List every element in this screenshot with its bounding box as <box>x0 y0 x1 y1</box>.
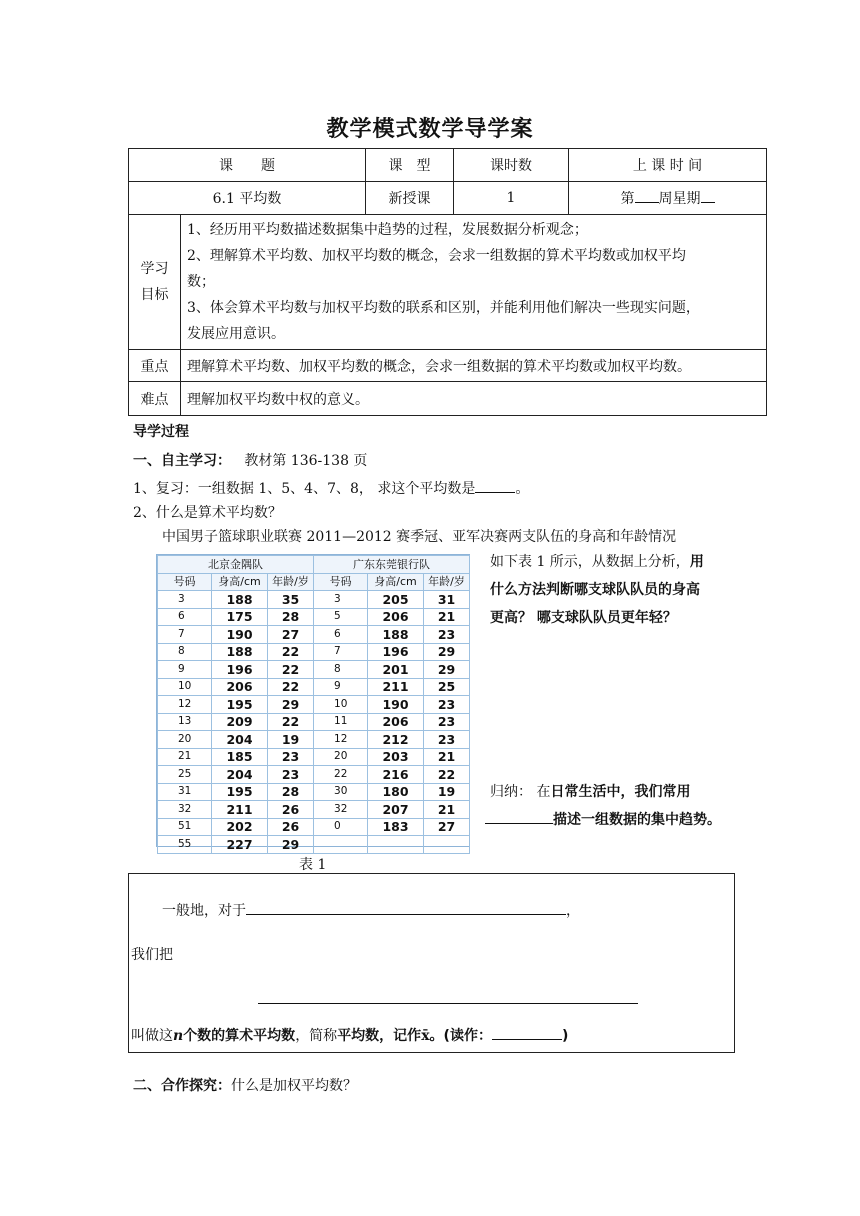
player-age: 29 <box>268 836 314 854</box>
page-title: 教学模式数学导学案 <box>326 117 534 142</box>
player-height: 206 <box>368 608 424 626</box>
player-number: 12 <box>158 696 212 714</box>
col-age: 年龄/岁 <box>424 573 470 591</box>
team-b-name: 广东东莞银行队 <box>314 556 470 574</box>
player-height: 216 <box>368 766 424 784</box>
player-number: 20 <box>158 731 212 749</box>
player-age: 23 <box>268 766 314 784</box>
player-age: 22 <box>268 678 314 696</box>
topic-value: 6.1 平均数 <box>129 182 366 215</box>
player-age: 22 <box>424 766 470 784</box>
player-height: 188 <box>212 591 268 609</box>
table-row <box>158 608 470 626</box>
col-height: 身高/cm <box>212 573 268 591</box>
table-row <box>158 818 470 836</box>
team-a-name: 北京金隅队 <box>158 556 314 574</box>
question-2: 2、什么是算术平均数？ <box>133 505 282 521</box>
header-hours: 课时数 <box>454 149 569 182</box>
player-height: 204 <box>212 766 268 784</box>
player-number: 31 <box>158 783 212 801</box>
col-age: 年龄/岁 <box>268 573 314 591</box>
player-number: 8 <box>158 643 212 661</box>
player-age: 28 <box>268 783 314 801</box>
player-number: 11 <box>314 713 368 731</box>
player-height: 211 <box>212 801 268 819</box>
player-age: 25 <box>424 678 470 696</box>
key-text: 理解算术平均数、加权平均数的概念，会求一组数据的算术平均数或加权平均数。 <box>181 350 767 382</box>
player-number: 6 <box>314 626 368 644</box>
part2-line: 二、合作探究：什么是加权平均数？ <box>133 1078 357 1094</box>
player-height: 175 <box>212 608 268 626</box>
player-age: 35 <box>268 591 314 609</box>
col-number: 号码 <box>314 573 368 591</box>
player-height: 209 <box>212 713 268 731</box>
player-age: 22 <box>268 713 314 731</box>
question-1: 1、复习：一组数据 1、5、4、7、8， 求这个平均数是 。 <box>133 481 530 497</box>
player-height: 201 <box>368 661 424 679</box>
player-height: 188 <box>368 626 424 644</box>
player-number: 0 <box>314 818 368 836</box>
player-number: 6 <box>158 608 212 626</box>
hours-value: 1 <box>454 182 569 215</box>
player-age: 31 <box>424 591 470 609</box>
table-row <box>158 801 470 819</box>
player-height: 195 <box>212 783 268 801</box>
player-age: 29 <box>424 643 470 661</box>
part1-line: 一、自主学习： 教材第 136-138 页 <box>133 453 368 469</box>
player-height: 205 <box>368 591 424 609</box>
difficulty-label: 难点 <box>129 382 181 416</box>
table-row <box>158 643 470 661</box>
player-height: 183 <box>368 818 424 836</box>
player-age: 26 <box>268 801 314 819</box>
player-age: 27 <box>424 818 470 836</box>
player-height <box>368 836 424 854</box>
goal-line: 3、体会算术平均数与加权平均数的联系和区别，并能利用他们解决一些现实问题， <box>187 300 700 316</box>
time-value: 第 周星期 <box>569 182 767 215</box>
header-topic: 课 题 <box>129 149 366 182</box>
difficulty-text: 理解加权平均数中权的意义。 <box>181 382 767 416</box>
player-height: 202 <box>212 818 268 836</box>
player-number: 9 <box>158 661 212 679</box>
player-number: 8 <box>314 661 368 679</box>
player-age: 21 <box>424 801 470 819</box>
table-row <box>158 696 470 714</box>
player-age: 27 <box>268 626 314 644</box>
player-height: 212 <box>368 731 424 749</box>
player-age: 29 <box>268 696 314 714</box>
goals-text <box>181 215 767 350</box>
player-height: 196 <box>212 661 268 679</box>
player-number: 13 <box>158 713 212 731</box>
col-height: 身高/cm <box>368 573 424 591</box>
player-number: 7 <box>314 643 368 661</box>
goal-line: 数； <box>187 274 215 290</box>
goals-label: 学习 目标 <box>129 215 181 350</box>
player-height: 190 <box>368 696 424 714</box>
player-height: 180 <box>368 783 424 801</box>
header-time: 上 课 时 间 <box>569 149 767 182</box>
intro-text: 中国男子篮球职业联赛 2011—2012 赛季冠、亚军决赛两支队伍的身高和年龄情况 <box>162 529 677 545</box>
player-age: 23 <box>424 696 470 714</box>
table-row <box>158 731 470 749</box>
summary: 归纳： 在日常生活中，我们常用 描述一组数据的集中趋势。 <box>490 778 760 834</box>
table-row <box>158 766 470 784</box>
player-height: 207 <box>368 801 424 819</box>
player-height: 206 <box>368 713 424 731</box>
player-age: 23 <box>424 713 470 731</box>
player-age: 22 <box>268 643 314 661</box>
player-age: 23 <box>268 748 314 766</box>
player-number: 32 <box>314 801 368 819</box>
definition-box <box>128 873 735 1053</box>
player-height: 211 <box>368 678 424 696</box>
table-row <box>158 678 470 696</box>
player-number: 51 <box>158 818 212 836</box>
player-height: 203 <box>368 748 424 766</box>
table-row <box>158 626 470 644</box>
goal-line: 2、理解算术平均数、加权平均数的概念，会求一组数据的算术平均数或加权平均 <box>187 248 686 264</box>
player-number: 30 <box>314 783 368 801</box>
player-number: 3 <box>158 591 212 609</box>
process-heading: 导学过程 <box>133 424 189 440</box>
player-age: 26 <box>268 818 314 836</box>
player-number: 20 <box>314 748 368 766</box>
player-height: 206 <box>212 678 268 696</box>
table-row <box>158 836 470 854</box>
player-height: 196 <box>368 643 424 661</box>
player-number: 25 <box>158 766 212 784</box>
basketball-table <box>156 554 470 852</box>
player-number: 55 <box>158 836 212 854</box>
definition-line-1: 一般地，对于 ， <box>162 903 580 919</box>
col-number: 号码 <box>158 573 212 591</box>
player-height: 195 <box>212 696 268 714</box>
table-row <box>158 661 470 679</box>
player-age: 29 <box>424 661 470 679</box>
player-height: 185 <box>212 748 268 766</box>
player-number: 22 <box>314 766 368 784</box>
player-height: 188 <box>212 643 268 661</box>
player-age: 28 <box>268 608 314 626</box>
player-number: 7 <box>158 626 212 644</box>
player-age: 21 <box>424 608 470 626</box>
player-height: 190 <box>212 626 268 644</box>
player-number <box>314 836 368 854</box>
definition-line-2: 我们把 <box>131 947 173 963</box>
player-height: 227 <box>212 836 268 854</box>
lesson-info-table <box>128 148 767 416</box>
player-number: 5 <box>314 608 368 626</box>
player-number: 21 <box>158 748 212 766</box>
type-value: 新授课 <box>366 182 454 215</box>
player-age: 22 <box>268 661 314 679</box>
table-row <box>158 591 470 609</box>
header-type: 课 型 <box>366 149 454 182</box>
definition-line-3: 叫做这n个数的算术平均数，简称平均数，记作x̄。(读作： ) <box>131 1028 569 1044</box>
player-age: 19 <box>268 731 314 749</box>
side-question: 如下表 1 所示，从数据上分析，用 什么方法判断哪支球队队员的身高 更高？ 哪支球队队员更年轻？ <box>490 554 704 626</box>
player-number: 32 <box>158 801 212 819</box>
table-caption: 表 1 <box>299 857 327 873</box>
goal-line: 1、经历用平均数描述数据集中趋势的过程，发展数据分析观念； <box>187 222 588 238</box>
player-age: 19 <box>424 783 470 801</box>
player-age <box>424 836 470 854</box>
table-row <box>158 783 470 801</box>
player-number: 9 <box>314 678 368 696</box>
player-number: 10 <box>314 696 368 714</box>
player-height: 204 <box>212 731 268 749</box>
goal-line: 发展应用意识。 <box>187 326 285 342</box>
player-age: 23 <box>424 731 470 749</box>
table-row <box>158 713 470 731</box>
player-number: 12 <box>314 731 368 749</box>
player-number: 3 <box>314 591 368 609</box>
player-age: 21 <box>424 748 470 766</box>
key-label: 重点 <box>129 350 181 382</box>
player-age: 23 <box>424 626 470 644</box>
player-number: 10 <box>158 678 212 696</box>
definition-blank-line <box>258 1003 638 1004</box>
table-row <box>158 748 470 766</box>
